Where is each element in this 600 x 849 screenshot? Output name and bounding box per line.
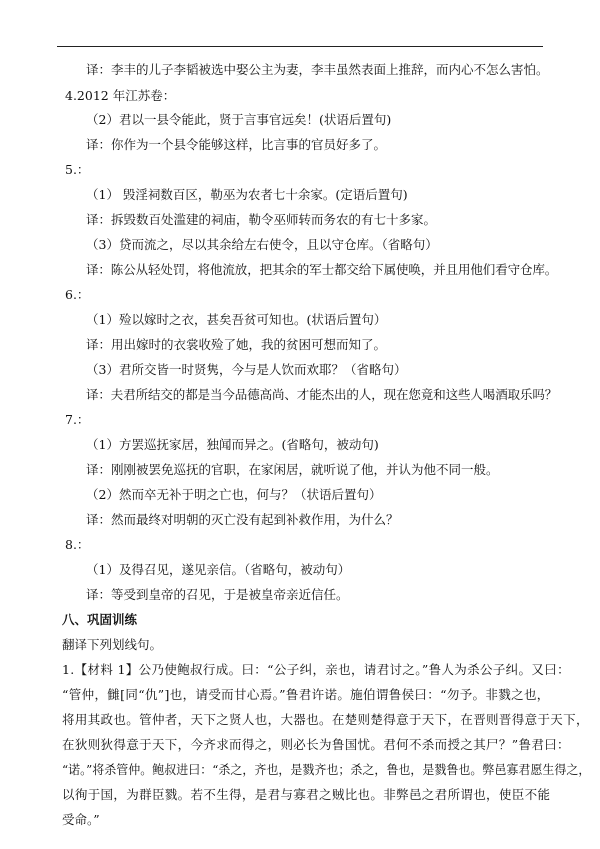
example-sentence: （3）贷而流之，尽以其余给左右使令，且以守仓库。（省略句） (86, 237, 438, 252)
section-heading: 6.： (65, 287, 90, 302)
material-paragraph-line: 以徇于国，为群臣戮。若不生得，是君与寡君之贼比也。非弊邑之君所谓也，使臣不能 (62, 787, 551, 802)
instruction-text: 翻译下列划线句。 (62, 637, 163, 652)
material-paragraph-line: 在狄则狄得意于天下，今齐求而得之，则必长为鲁国忧。君何不杀而授之其尸？”鲁君曰： (62, 737, 570, 752)
translation-line: 译：用出嫁时的衣裳收殓了她，我的贫困可想而知了。 (86, 337, 387, 352)
translation-line: 译：你作为一个县令能够这样，比言事的官员好多了。 (86, 137, 387, 152)
translation-line: 译：夫君所结交的都是当今品德高尚、才能杰出的人，现在您竟和这些人喝酒取乐吗？ (86, 387, 558, 402)
section-title: 八、巩固训练 (62, 612, 138, 627)
section-heading: 4.2012 年江苏卷： (65, 88, 176, 103)
section-heading: 7.： (65, 412, 90, 427)
header-rule (57, 46, 543, 47)
material-paragraph-line: 1.【材料 1】公乃使鲍叔行成。曰：“公子纠，亲也，请君讨之。”鲁人为杀公子纠。又曰： (62, 662, 570, 677)
translation-line: 译：然而最终对明朝的灭亡没有起到补救作用，为什么？ (86, 512, 399, 527)
translation-line: 译：陈公从轻处罚，将他流放，把其余的军士都交给下属使唤，并且用他们看守仓库。 (86, 262, 558, 277)
example-sentence: （1）及得召见，遂见亲信。（省略句，被动句） (86, 562, 351, 577)
material-paragraph-line: “管仲，雠[同“仇”]也，请受而甘心焉。”鲁君许诺。施伯谓鲁侯曰：“勿予。非戮之也， (62, 687, 550, 702)
translation-line: 译：拆毁数百处滥建的祠庙，勒令巫师转而务农的有七十多家。 (86, 212, 437, 227)
example-sentence: （2）然而卒无补于明之亡也，何与？（状语后置句） (86, 487, 382, 502)
material-paragraph-line: 受命。” (62, 812, 100, 827)
example-sentence: （1） 毁淫祠数百区，勒巫为农者七十余家。(定语后置句) (86, 187, 408, 202)
example-sentence: （3）君所交皆一时贤隽，今与是人饮而欢耶？（省略句） (86, 362, 407, 377)
translation-line: 译：等受到皇帝的召见，于是被皇帝亲近信任。 (86, 587, 349, 602)
example-sentence: （1）殓以嫁时之衣，甚矣吾贫可知也。(状语后置句） (86, 312, 387, 327)
example-sentence: （2）君以一县令能此，贤于言事官远矣！(状语后置句) (86, 112, 392, 127)
section-heading: 5.： (65, 162, 90, 177)
translation-line: 译：刚刚被罢免巡抚的官职，在家闲居，就听说了他，并认为他不同一般。 (86, 462, 499, 477)
example-sentence: （1）方罢巡抚家居，独闻而异之。(省略句，被动句) (86, 437, 379, 452)
material-paragraph-line: 将用其政也。管仲者，天下之贤人也，大器也。在楚则楚得意于天下，在晋则晋得意于天下， (62, 712, 589, 727)
section-heading: 8.： (65, 537, 90, 552)
translation-line: 译：李丰的儿子李韬被选中娶公主为妻，李丰虽然表面上推辞，而内心不怎么害怕。 (86, 62, 549, 77)
material-paragraph-line: “诺。”将杀管仲。鲍叔进曰：“杀之，齐也，是戮齐也；杀之，鲁也，是戮鲁也。弊邑寡君愿生得之， (62, 762, 591, 777)
